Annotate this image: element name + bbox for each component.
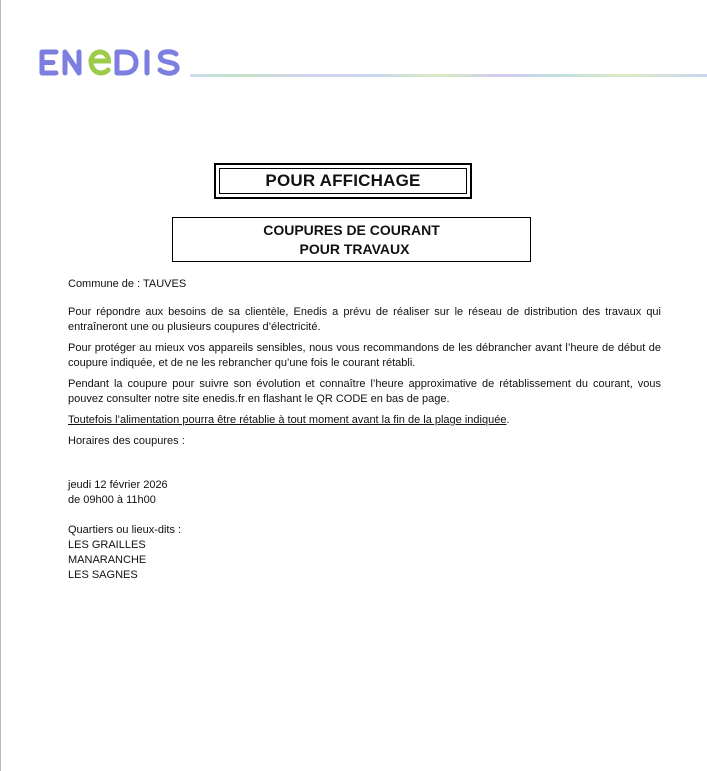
title-box bbox=[214, 163, 472, 199]
subtitle-line-2: POUR TRAVAUX bbox=[299, 240, 410, 257]
notice-underlined: Toutefois l’alimentation pourra être rétablie à tout moment avant la fin de la plage indiquée bbox=[68, 414, 507, 426]
location-item: LES SAGNES bbox=[68, 569, 138, 581]
paragraph-3: Pendant la coupure pour suivre son évolution et connaître l’heure approximative de rétablissement du courant, vous pouvez consulter notre site enedis.fr en flashant le QR CODE en bas de page. bbox=[68, 378, 661, 405]
notice-body bbox=[68, 277, 661, 583]
subtitle-box bbox=[172, 217, 531, 262]
title-text: POUR AFFICHAGE bbox=[265, 171, 421, 190]
schedule-heading: Horaires des coupures : bbox=[68, 435, 185, 447]
schedule-time: de 09h00 à 11h00 bbox=[68, 494, 156, 506]
page-left-border bbox=[0, 0, 1, 771]
commune-line: Commune de : TAUVES bbox=[68, 278, 187, 290]
schedule-date: jeudi 12 février 2026 bbox=[68, 479, 168, 491]
paragraph-2: Pour protéger au mieux vos appareils sensibles, nous vous recommandons de les débrancher avant l’heure de début de coupure indiquée, et de ne les rebrancher qu’une fois le courant rétabli. bbox=[68, 342, 661, 369]
enedis-logo bbox=[36, 44, 186, 80]
location-item: LES GRAILLES bbox=[68, 539, 146, 551]
notice-tail: . bbox=[506, 414, 510, 426]
notice-line bbox=[68, 413, 661, 428]
subtitle-line-1: COUPURES DE COURANT bbox=[263, 221, 440, 238]
paragraph-1: Pour répondre aux besoins de sa clientèle, Enedis a prévu de réaliser sur le réseau de distribution des travaux qui entraîneront une ou plusieurs coupures d’électricité. bbox=[68, 306, 661, 333]
location-item: MANARANCHE bbox=[68, 554, 147, 566]
header-rainbow-line bbox=[190, 74, 707, 77]
locations-heading: Quartiers ou lieux-dits : bbox=[68, 524, 182, 536]
